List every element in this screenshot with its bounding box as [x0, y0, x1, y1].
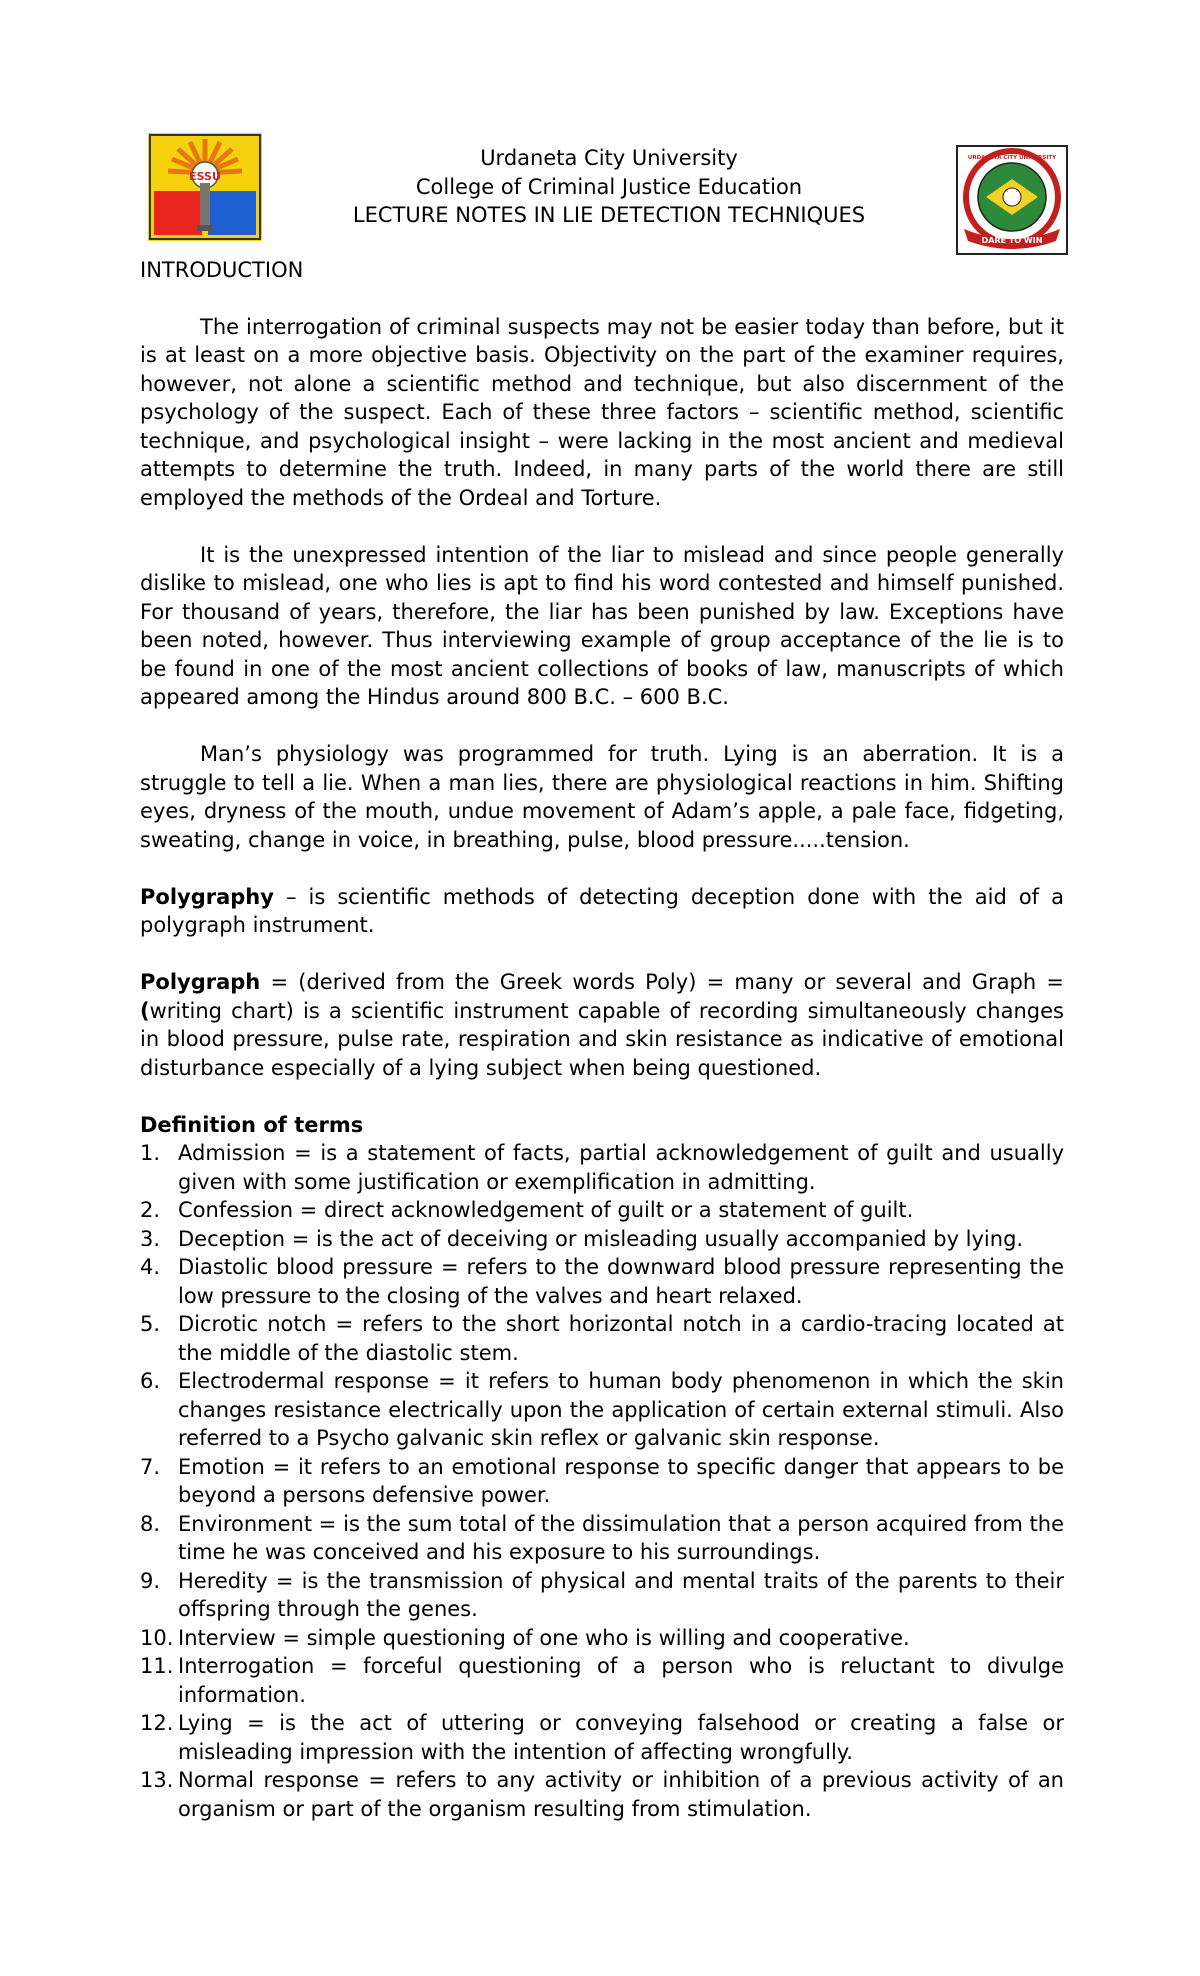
item-number: 10. [140, 1625, 174, 1650]
definitions-title: Definition of terms [140, 1112, 364, 1137]
item-text: Normal response = refers to any activity or inhibition of a previous activity of an organism or part of the organism resulting from stimulation. [178, 1768, 1064, 1821]
seal-text: ESSU [189, 170, 221, 183]
polygraphy-term: Polygraphy [140, 884, 274, 909]
university-name: Urdaneta City University [480, 146, 738, 170]
item-number: 7. [140, 1454, 161, 1479]
polygraph-text-1: = (derived from the Greek words Poly) = many or several and Graph = [260, 970, 1064, 994]
polygraph-paren: ( [140, 998, 150, 1023]
list-item [140, 1624, 1064, 1653]
item-text: Emotion = it refers to an emotional response to specific danger that appears to be beyond a persons defensive power. [178, 1454, 1064, 1507]
item-number: 12. [140, 1711, 174, 1735]
item-number: 11. [140, 1654, 174, 1678]
item-text: Interrogation = forceful questioning of a person who is reluctant to divulge information. [178, 1654, 1064, 1707]
course-title: LECTURE NOTES IN LIE DETECTION TECHNIQUES [352, 203, 866, 227]
seal-ring-text: URDANETA CITY UNIVERSITY [967, 155, 1057, 161]
college-name: College of Criminal Justice Education [415, 174, 803, 199]
item-text: Deception = is the act of deceiving or misleading usually accompanied by lying. [178, 1226, 1024, 1251]
list-item [140, 1652, 1064, 1709]
item-number: 2. [140, 1198, 161, 1222]
item-number: 1. [140, 1141, 161, 1165]
polygraphy-definition [140, 883, 1064, 940]
list-item [140, 1367, 1064, 1453]
university-seal-logo [956, 145, 1068, 255]
item-text: Dicrotic notch = refers to the short horizontal notch in a cardio-tracing located at the middle of the diastolic stem. [178, 1312, 1064, 1365]
item-text: Electrodermal response = it refers to human body phenomenon in which the skin changes resistance electrically upon the application of certain external stimuli. Also referred to a Psycho galvanic skin reflex or galvanic skin response. [178, 1369, 1064, 1450]
list-item [140, 1567, 1064, 1624]
polygraph-term: Polygraph [140, 970, 261, 994]
item-number: 5. [140, 1312, 161, 1336]
item-text: Interview = simple questioning of one who is willing and cooperative. [178, 1625, 910, 1650]
item-text: Heredity = is the transmission of physical and mental traits of the parents to their offspring through the genes. [178, 1568, 1064, 1621]
item-number: 13. [140, 1768, 174, 1792]
list-item [140, 1510, 1064, 1567]
section-title: INTRODUCTION [140, 258, 304, 282]
paragraph: It is the unexpressed intention of the liar to mislead and since people generally dislike to mislead, one who lies is apt to find his word contested and himself punished. For thousand of years, therefore, the liar has been punished by law. Exceptions have been noted, however. Thus interviewing example of group acceptance of the lie is to be found in one of the most ancient collections of books of law, manuscripts of which appeared among the Hindus around 800 B.C. – 600 B.C. [140, 542, 1064, 709]
item-text: Admission = is a statement of facts, partial acknowledgement of guilt and usually given with some justification or exemplification in admitting. [178, 1141, 1064, 1194]
item-number: 8. [140, 1511, 161, 1536]
definitions-list [140, 1139, 1064, 1823]
list-item [140, 1225, 1064, 1254]
paragraph: The interrogation of criminal suspects may not be easier today than before, but it is at least on a more objective basis. Objectivity on the part of the examiner requires, however, not alone a scientific method and technique, but also discernment of the psychology of the suspect. Each of these three factors – scientific method, scientific technique, and psychological insight – were lacking in the most ancient and medieval attempts to determine the truth. Indeed, in many parts of the world there are still employed the methods of the Ordeal and Torture. [140, 314, 1064, 510]
polygraph-definition [140, 968, 1064, 1082]
list-item [140, 1766, 1064, 1823]
list-item [140, 1253, 1064, 1310]
polygraph-text-2: writing chart) is a scientific instrument capable of recording simultaneously changes in blood pressure, pulse rate, respiration and skin resistance as indicative of emotional disturbance especially of a lying subject when being questioned. [140, 998, 1064, 1080]
seal-ribbon-text: DARE TO WIN [981, 236, 1043, 245]
list-item [140, 1453, 1064, 1510]
college-seal-logo [148, 133, 262, 241]
list-item [140, 1139, 1064, 1196]
item-text: Diastolic blood pressure = refers to the downward blood pressure representing the low pressure to the closing of the valves and heart relaxed. [178, 1255, 1064, 1308]
list-item [140, 1196, 1064, 1225]
item-number: 3. [140, 1226, 161, 1251]
list-item [140, 1310, 1064, 1367]
item-text: Lying = is the act of uttering or conveying falsehood or creating a false or misleading impression with the intention of affecting wrongfully. [178, 1711, 1064, 1764]
paragraph: Man’s physiology was programmed for truth. Lying is an aberration. It is a struggle to tell a lie. When a man lies, there are physiological reactions in him. Shifting eyes, dryness of the mouth, undue movement of Adam’s apple, a pale face, fidgeting, sweating, change in voice, in breathing, pulse, blood pressure.....tension. [140, 742, 1064, 852]
item-number: 4. [140, 1255, 161, 1279]
polygraphy-text: – is scientific methods of detecting deception done with the aid of a polygraph instrument. [140, 884, 1064, 937]
item-text: Confession = direct acknowledgement of guilt or a statement of guilt. [178, 1198, 914, 1222]
item-text: Environment = is the sum total of the dissimulation that a person acquired from the time he was conceived and his exposure to his surroundings. [178, 1511, 1064, 1564]
document-header [262, 144, 956, 230]
document-body [140, 256, 1064, 1823]
item-number: 6. [140, 1369, 161, 1393]
list-item [140, 1709, 1064, 1766]
item-number: 9. [140, 1568, 161, 1593]
